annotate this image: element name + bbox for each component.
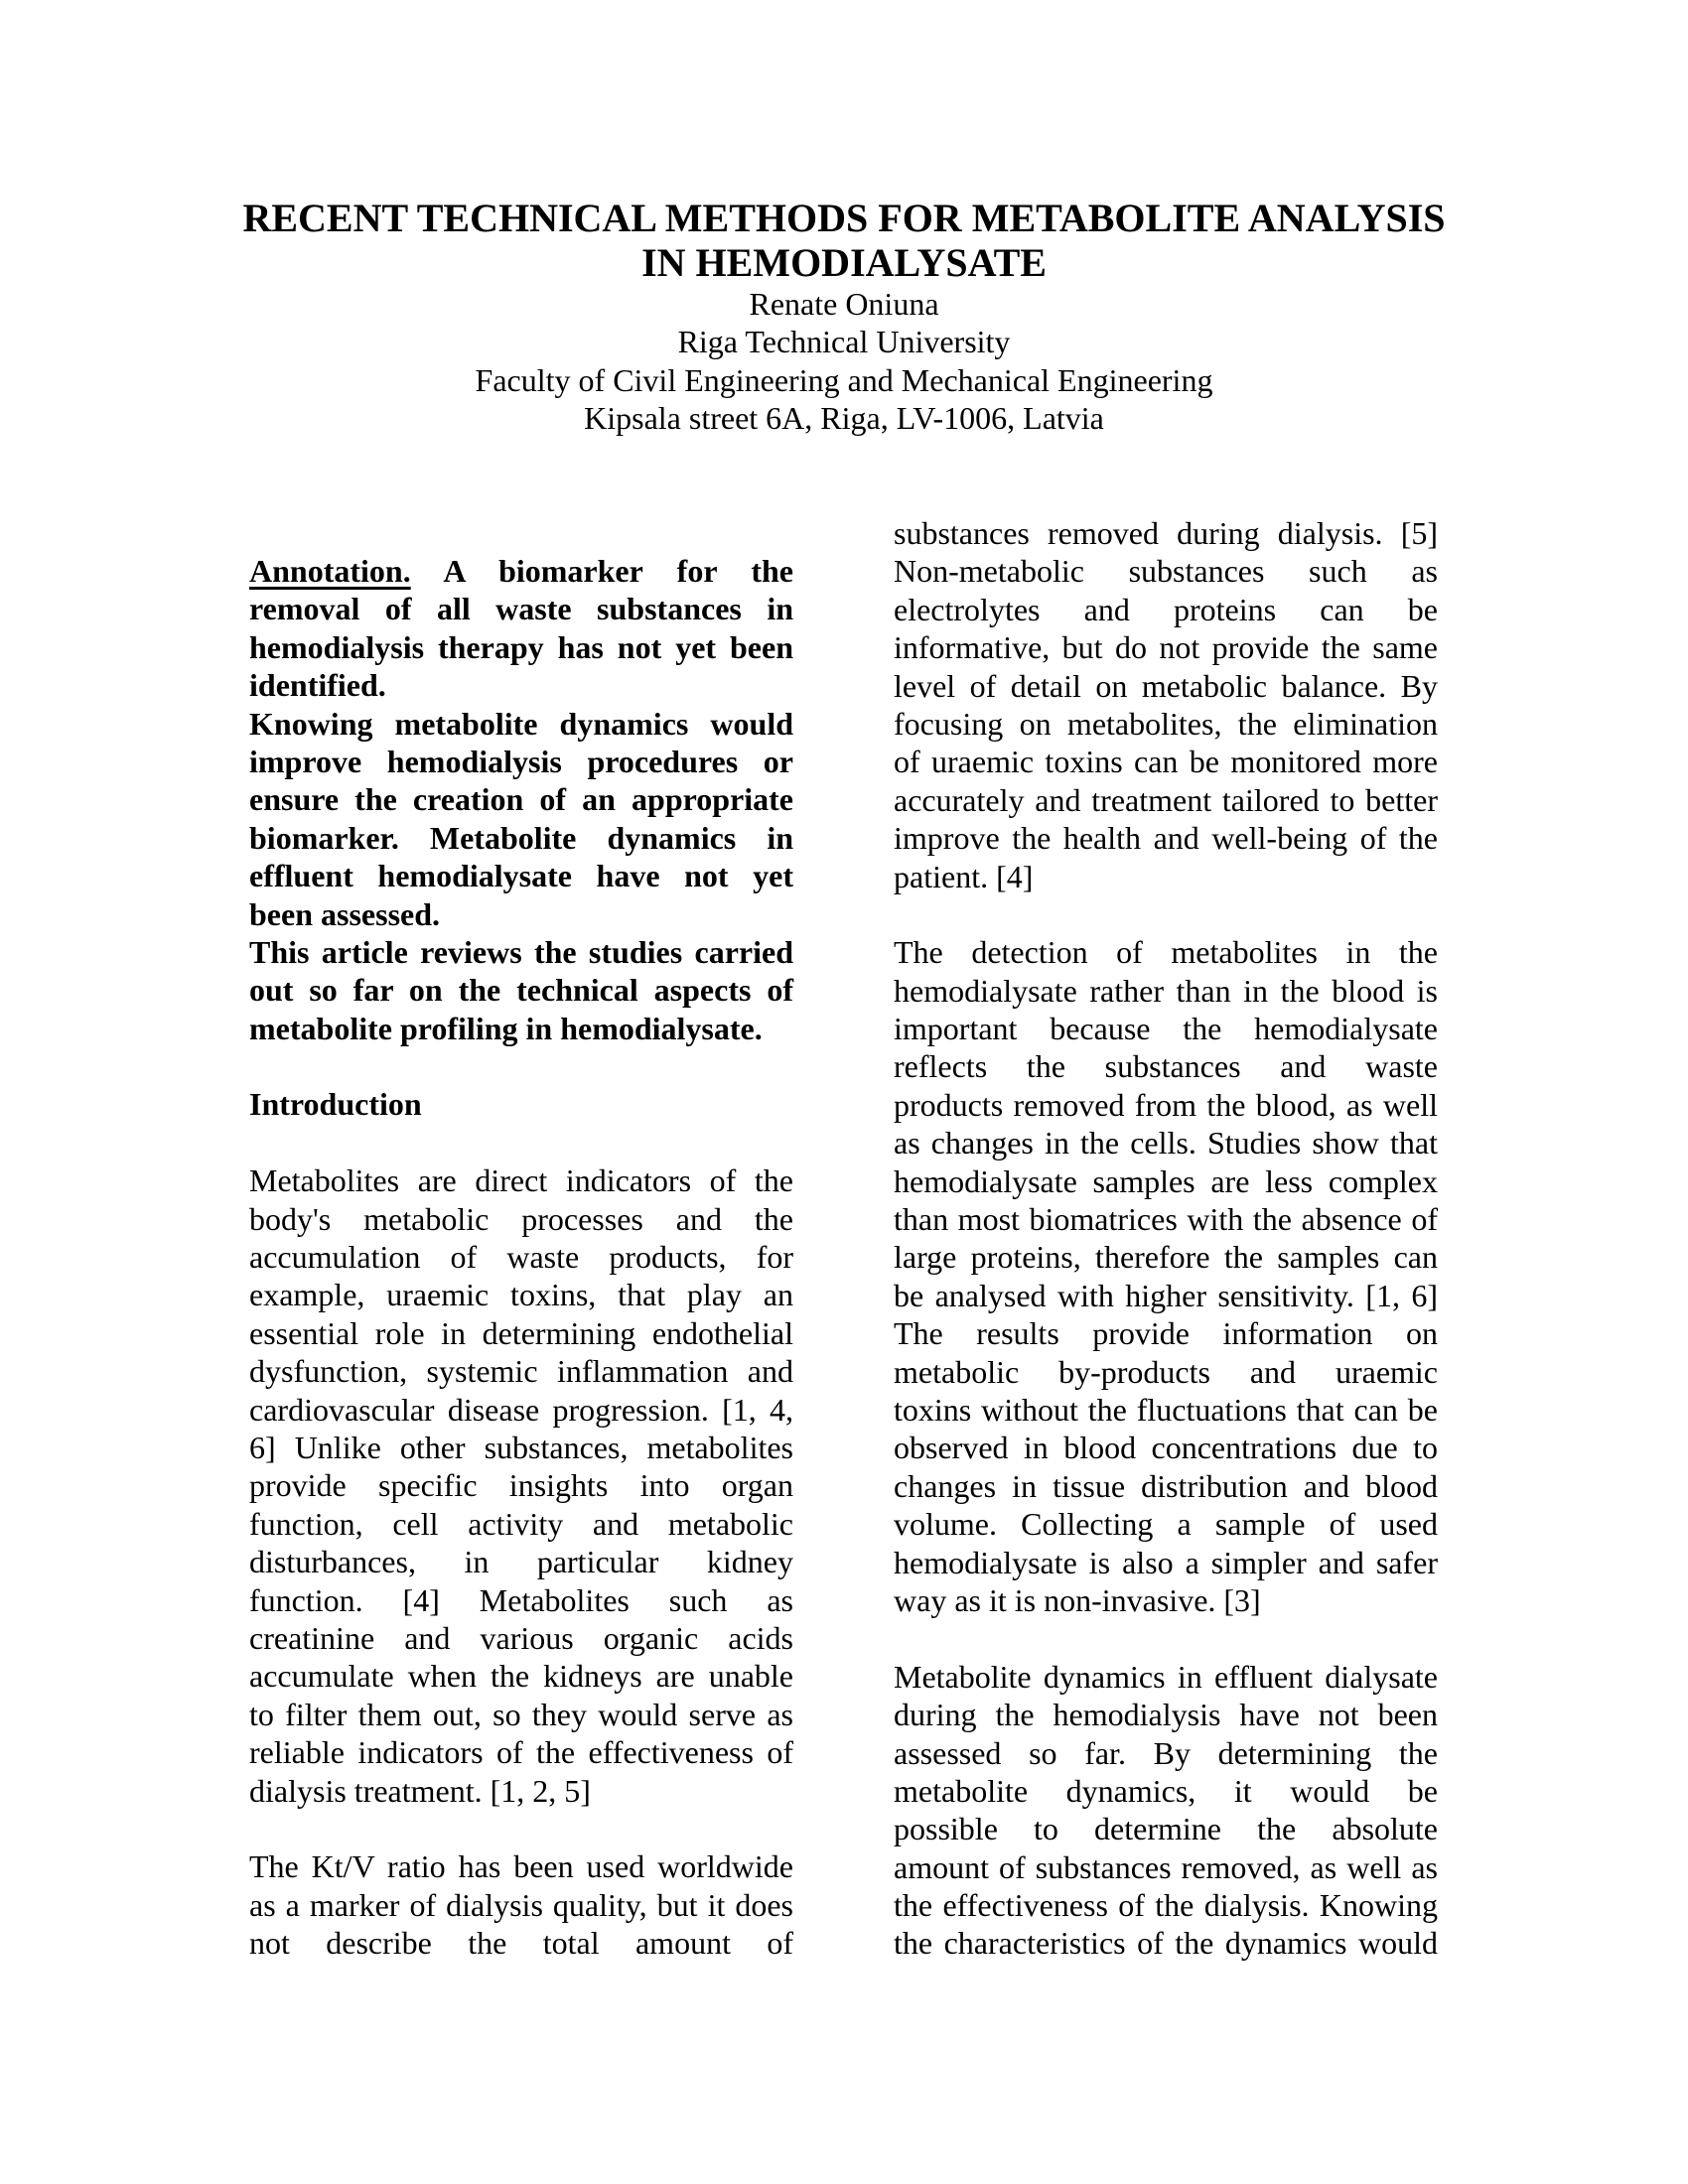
text-line: level of detail on metabolic balance. By [894,667,1438,704]
author-address: Kipsala street 6A, Riga, LV-1006, Latvia [584,400,1104,437]
text-line: reliable indicators of the effectiveness of [249,1734,793,1771]
text-line: accumulation of waste products, for [249,1239,793,1276]
text-line: The detection of metabolites in the [894,934,1438,971]
text-line: hemodialysate is also a simpler and safer [894,1544,1438,1580]
text-line: disturbances, in particular kidney [249,1544,793,1580]
text-line: cardiovascular disease progression. [1, 4, [249,1391,793,1428]
text-line: amount of substances removed, as well as [894,1848,1438,1885]
text-line: dysfunction, systemic inflammation and [249,1353,793,1390]
author-affiliation: Riga Technical University [677,324,1011,360]
text-line: Metabolite dynamics in effluent dialysate [894,1658,1438,1695]
text-line: assessed so far. By determining the [894,1734,1438,1771]
text-line: example, uraemic toxins, that play an [249,1277,793,1313]
text-line: hemodialysate samples are less complex [894,1162,1438,1199]
text-line: metabolite dynamics, it would be [894,1772,1438,1809]
text-line: metabolite profiling in hemodialysate. [249,1010,763,1046]
text-line: important because the hemodialysate [894,1011,1438,1047]
text-line: not describe the total amount of [249,1925,793,1962]
intro-paragraph-2 [249,1847,793,1962]
text-line: accumulate when the kidneys are unable [249,1658,793,1695]
text-line: to filter them out, so they would serve as [249,1696,793,1732]
text-line: 6] Unlike other substances, metabolites [249,1429,793,1465]
text-line: ensure the creation of an appropriate [249,781,793,818]
text-line: products removed from the blood, as well [894,1086,1438,1123]
text-line: as changes in the cells. Studies show that [894,1125,1438,1161]
text-line: provide specific insights into organ [249,1467,793,1504]
text-line: the characteristics of the dynamics would [894,1925,1438,1962]
text-line: improve hemodialysis procedures or [249,743,793,779]
text-line: This article reviews the studies carried [249,933,793,970]
text-line: patient. [4] [894,858,1034,894]
intro-paragraph-4 [894,1658,1438,1963]
text-line: The results provide information on [894,1315,1438,1352]
text-line: electrolytes and proteins can be [894,591,1438,627]
text-line: as a marker of dialysis quality, but it does [249,1886,793,1923]
paragraph-spacer [249,1124,793,1161]
paragraph-spacer [249,1810,793,1847]
author-faculty: Faculty of Civil Engineering and Mechanical Engineering [475,361,1213,398]
text-line: improve the health and well-being of the [894,820,1438,857]
text-line: Knowing metabolite dynamics would [249,705,793,742]
text-line: reflects the substances and waste [894,1048,1438,1085]
introduction-heading [249,1085,793,1123]
intro-paragraph-1 [249,1161,793,1810]
text-line: informative, but do not provide the same [894,629,1438,666]
text-line: Annotation. A biomarker for the [249,553,793,589]
text-line: during the hemodialysis have not been [894,1697,1438,1733]
text-line: creatinine and various organic acids [249,1619,793,1656]
annotation-paragraph [249,552,793,1047]
text-line: body's metabolic processes and the [249,1200,793,1237]
text-line: effluent hemodialysate have not yet [249,858,793,894]
text-line: The Kt/V ratio has been used worldwide [249,1848,793,1885]
text-line: out so far on the technical aspects of [249,972,793,1009]
text-line: focusing on metabolites, the elimination [894,705,1438,742]
text-line: way as it is non-invasive. [3] [894,1581,1261,1618]
text-line: Introduction [249,1086,422,1123]
author-name: Renate Oniuna [749,286,939,322]
text-line: volume. Collecting a sample of used [894,1506,1438,1543]
text-line: essential role in determining endothelial [249,1314,793,1351]
text-line: function. [4] Metabolites such as [249,1581,793,1618]
left-column [249,552,793,1962]
intro-paragraph-3 [894,933,1438,1619]
text-line: changes in tissue distribution and blood [894,1467,1438,1504]
text-line: substances removed during dialysis. [5] [894,515,1438,551]
text-line: large proteins, therefore the samples can [894,1239,1438,1276]
text-line: hemodialysis therapy has not yet been [249,628,793,665]
text-line: function, cell activity and metabolic [249,1505,793,1542]
text-line: dialysis treatment. [1, 2, 5] [249,1772,591,1809]
paragraph-spacer [249,1047,793,1085]
text-line: Metabolites are direct indicators of the [249,1162,793,1199]
text-line: accurately and treatment tailored to better [894,781,1438,818]
text-line: be analysed with higher sensitivity. [1, 6] [894,1277,1438,1313]
text-line: possible to determine the absolute [894,1811,1438,1847]
paragraph-spacer [894,1619,1438,1657]
text-line: biomarker. Metabolite dynamics in [249,819,793,856]
paper-header [0,196,1688,438]
text-line: metabolic by-products and uraemic [894,1353,1438,1390]
annotation-label: Annotation. [249,553,411,589]
right-column [894,514,1438,1963]
text-line: observed in blood concentrations due to [894,1430,1438,1466]
paper-title-line-2: IN HEMODIALYSATE [641,240,1047,285]
text-line: of uraemic toxins can be monitored more [894,744,1438,780]
paragraph-spacer [894,895,1438,933]
text-line: identified. [249,667,386,704]
text-line: been assessed. [249,895,441,932]
text-line: the effectiveness of the dialysis. Knowing [894,1887,1438,1924]
text-line: Non-metabolic substances such as [894,553,1438,590]
text-line: than most biomatrices with the absence of [894,1201,1438,1238]
text-line: removal of all waste substances in [249,591,793,627]
text-line: hemodialysate rather than in the blood is [894,972,1438,1009]
intro-paragraph-2-continued [894,514,1438,895]
paper-title-line-1: RECENT TECHNICAL METHODS FOR METABOLITE ANALYSIS [242,196,1446,240]
text-line: toxins without the fluctuations that can be [894,1391,1438,1428]
